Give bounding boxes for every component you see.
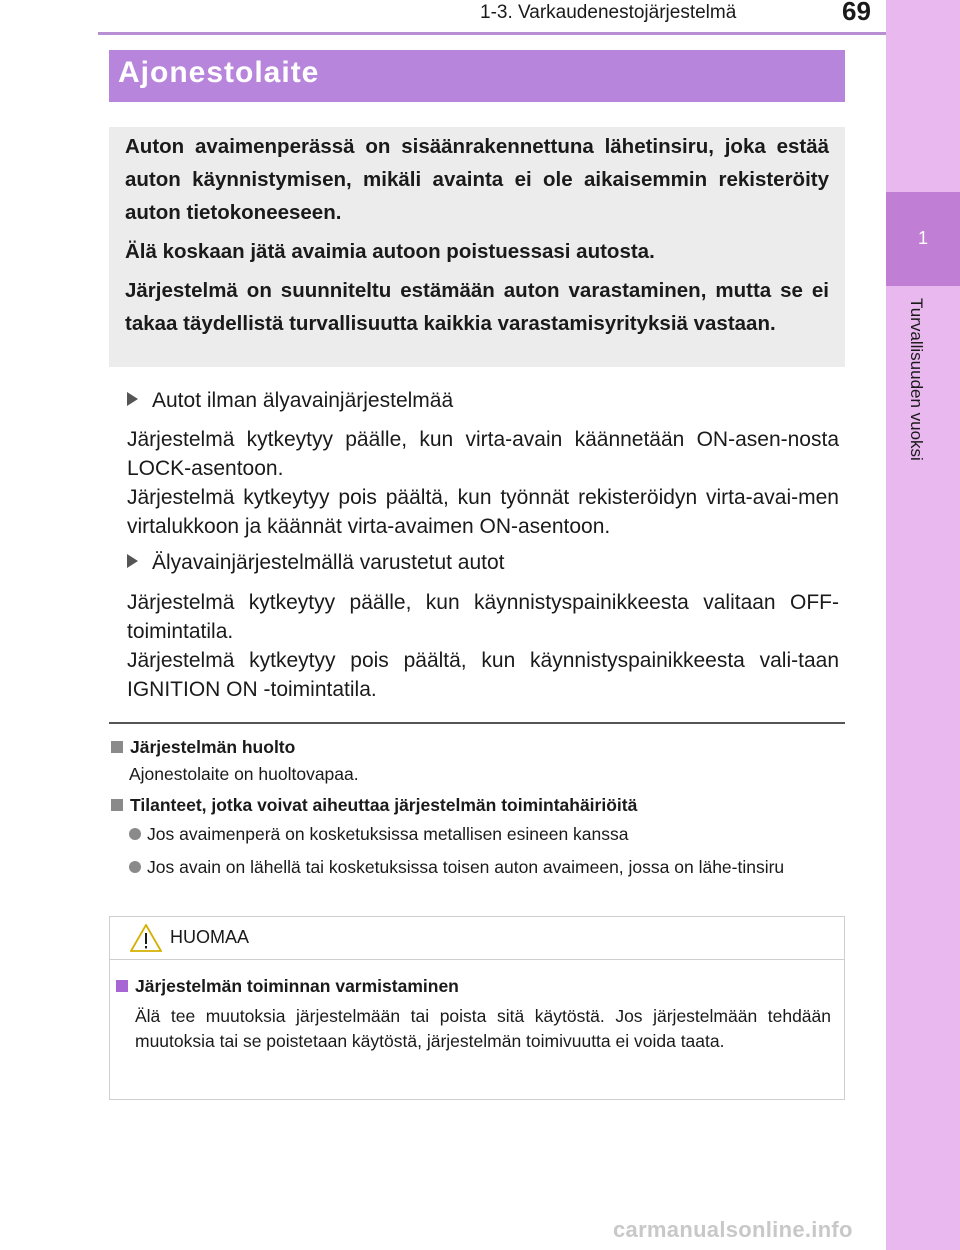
caution-label: HUOMAA <box>170 927 250 947</box>
side-tab <box>886 0 960 1250</box>
section-heading-label: Autot ilman älyavainjärjestelmää <box>152 389 454 412</box>
caution-header <box>110 917 844 960</box>
caution-subheading-label: Järjestelmän toiminnan varmistaminen <box>135 976 459 996</box>
body-paragraph: Järjestelmä kytkeytyy päälle, kun käynnistyspainikkeesta valitaan OFF-toimintatila. <box>127 591 839 643</box>
body-paragraph: Järjestelmä kytkeytyy pois päältä, kun käynnistyspainikkeesta vali-taan IGNITION ON -toimintatila. <box>127 649 839 701</box>
divider <box>109 722 845 724</box>
body-paragraph: Järjestelmä kytkeytyy pois päältä, kun työnnät rekisteröidyn virta-avai-men virtalukkoon ja käännät virta-avaimen ON-asentoon. <box>127 486 839 538</box>
section-heading-label: Älyavainjärjestelmällä varustetut autot <box>152 551 505 574</box>
note-text: Ajonestolaite on huoltovapaa. <box>129 764 359 784</box>
list-item-text: Jos avain on lähellä tai kosketuksissa toisen auton avaimeen, jossa on lähe-tinsiru <box>147 857 785 877</box>
triangle-bullet-icon <box>127 392 138 406</box>
intro-paragraph: Älä koskaan jätä avaimia autoon poistuessasi autosta. <box>125 240 655 263</box>
triangle-bullet-icon <box>127 554 138 568</box>
round-bullet-icon <box>129 828 141 840</box>
header-rule <box>98 32 886 35</box>
caution-box <box>109 916 845 1100</box>
note-heading-label: Järjestelmän huolto <box>130 737 296 757</box>
round-bullet-icon <box>129 861 141 873</box>
list-item <box>129 856 845 879</box>
section-heading <box>127 389 453 413</box>
watermark: carmanualsonline.info <box>613 1217 853 1242</box>
section-body <box>127 588 839 704</box>
note-heading-label: Tilanteet, jotka voivat aiheuttaa järjestelmän toimintahäiriöitä <box>130 795 638 815</box>
page-number: 69 <box>842 0 871 26</box>
chapter-label: Turvallisuuden vuoksi <box>907 298 926 461</box>
chapter-number: 1 <box>917 228 928 248</box>
body-paragraph: Järjestelmä kytkeytyy päälle, kun virta-avain käännetään ON-asen-nosta LOCK-asentoon. <box>127 428 839 480</box>
intro-paragraph: Järjestelmä on suunniteltu estämään auton varastaminen, mutta se ei takaa täydellistä turvallisuutta kaikkia varastamisyrityksiä vastaan. <box>125 279 829 335</box>
warning-triangle-icon <box>130 924 162 952</box>
note-heading <box>111 737 295 758</box>
square-bullet-icon <box>111 799 123 811</box>
section-title: 1-3. Varkaudenestojärjestelmä <box>480 2 737 23</box>
intro-paragraph: Auton avaimenperässä on sisäänrakennettuna lähetinsiru, joka estää auton käynnistymisen, mikäli avainta ei ole aikaisemmin rekisteröity auton tietokoneeseen. <box>125 135 829 224</box>
caution-text: Älä tee muutoksia järjestelmään tai poista sitä käytöstä. Jos järjestelmään tehdään muutoksia tai se poistetaan käytöstä, järjestelmän toimivuutta ei voida taata. <box>135 1006 831 1051</box>
list-item <box>129 823 845 846</box>
caution-subheading <box>116 976 459 997</box>
page-title: Ajonestolaite <box>118 56 320 89</box>
list-item-text: Jos avaimenperä on kosketuksissa metallisen esineen kanssa <box>147 824 629 844</box>
intro-box <box>109 127 845 367</box>
section-body <box>127 425 839 541</box>
note-heading <box>111 795 637 816</box>
square-bullet-icon <box>111 741 123 753</box>
square-bullet-icon <box>116 980 128 992</box>
section-heading <box>127 551 505 575</box>
